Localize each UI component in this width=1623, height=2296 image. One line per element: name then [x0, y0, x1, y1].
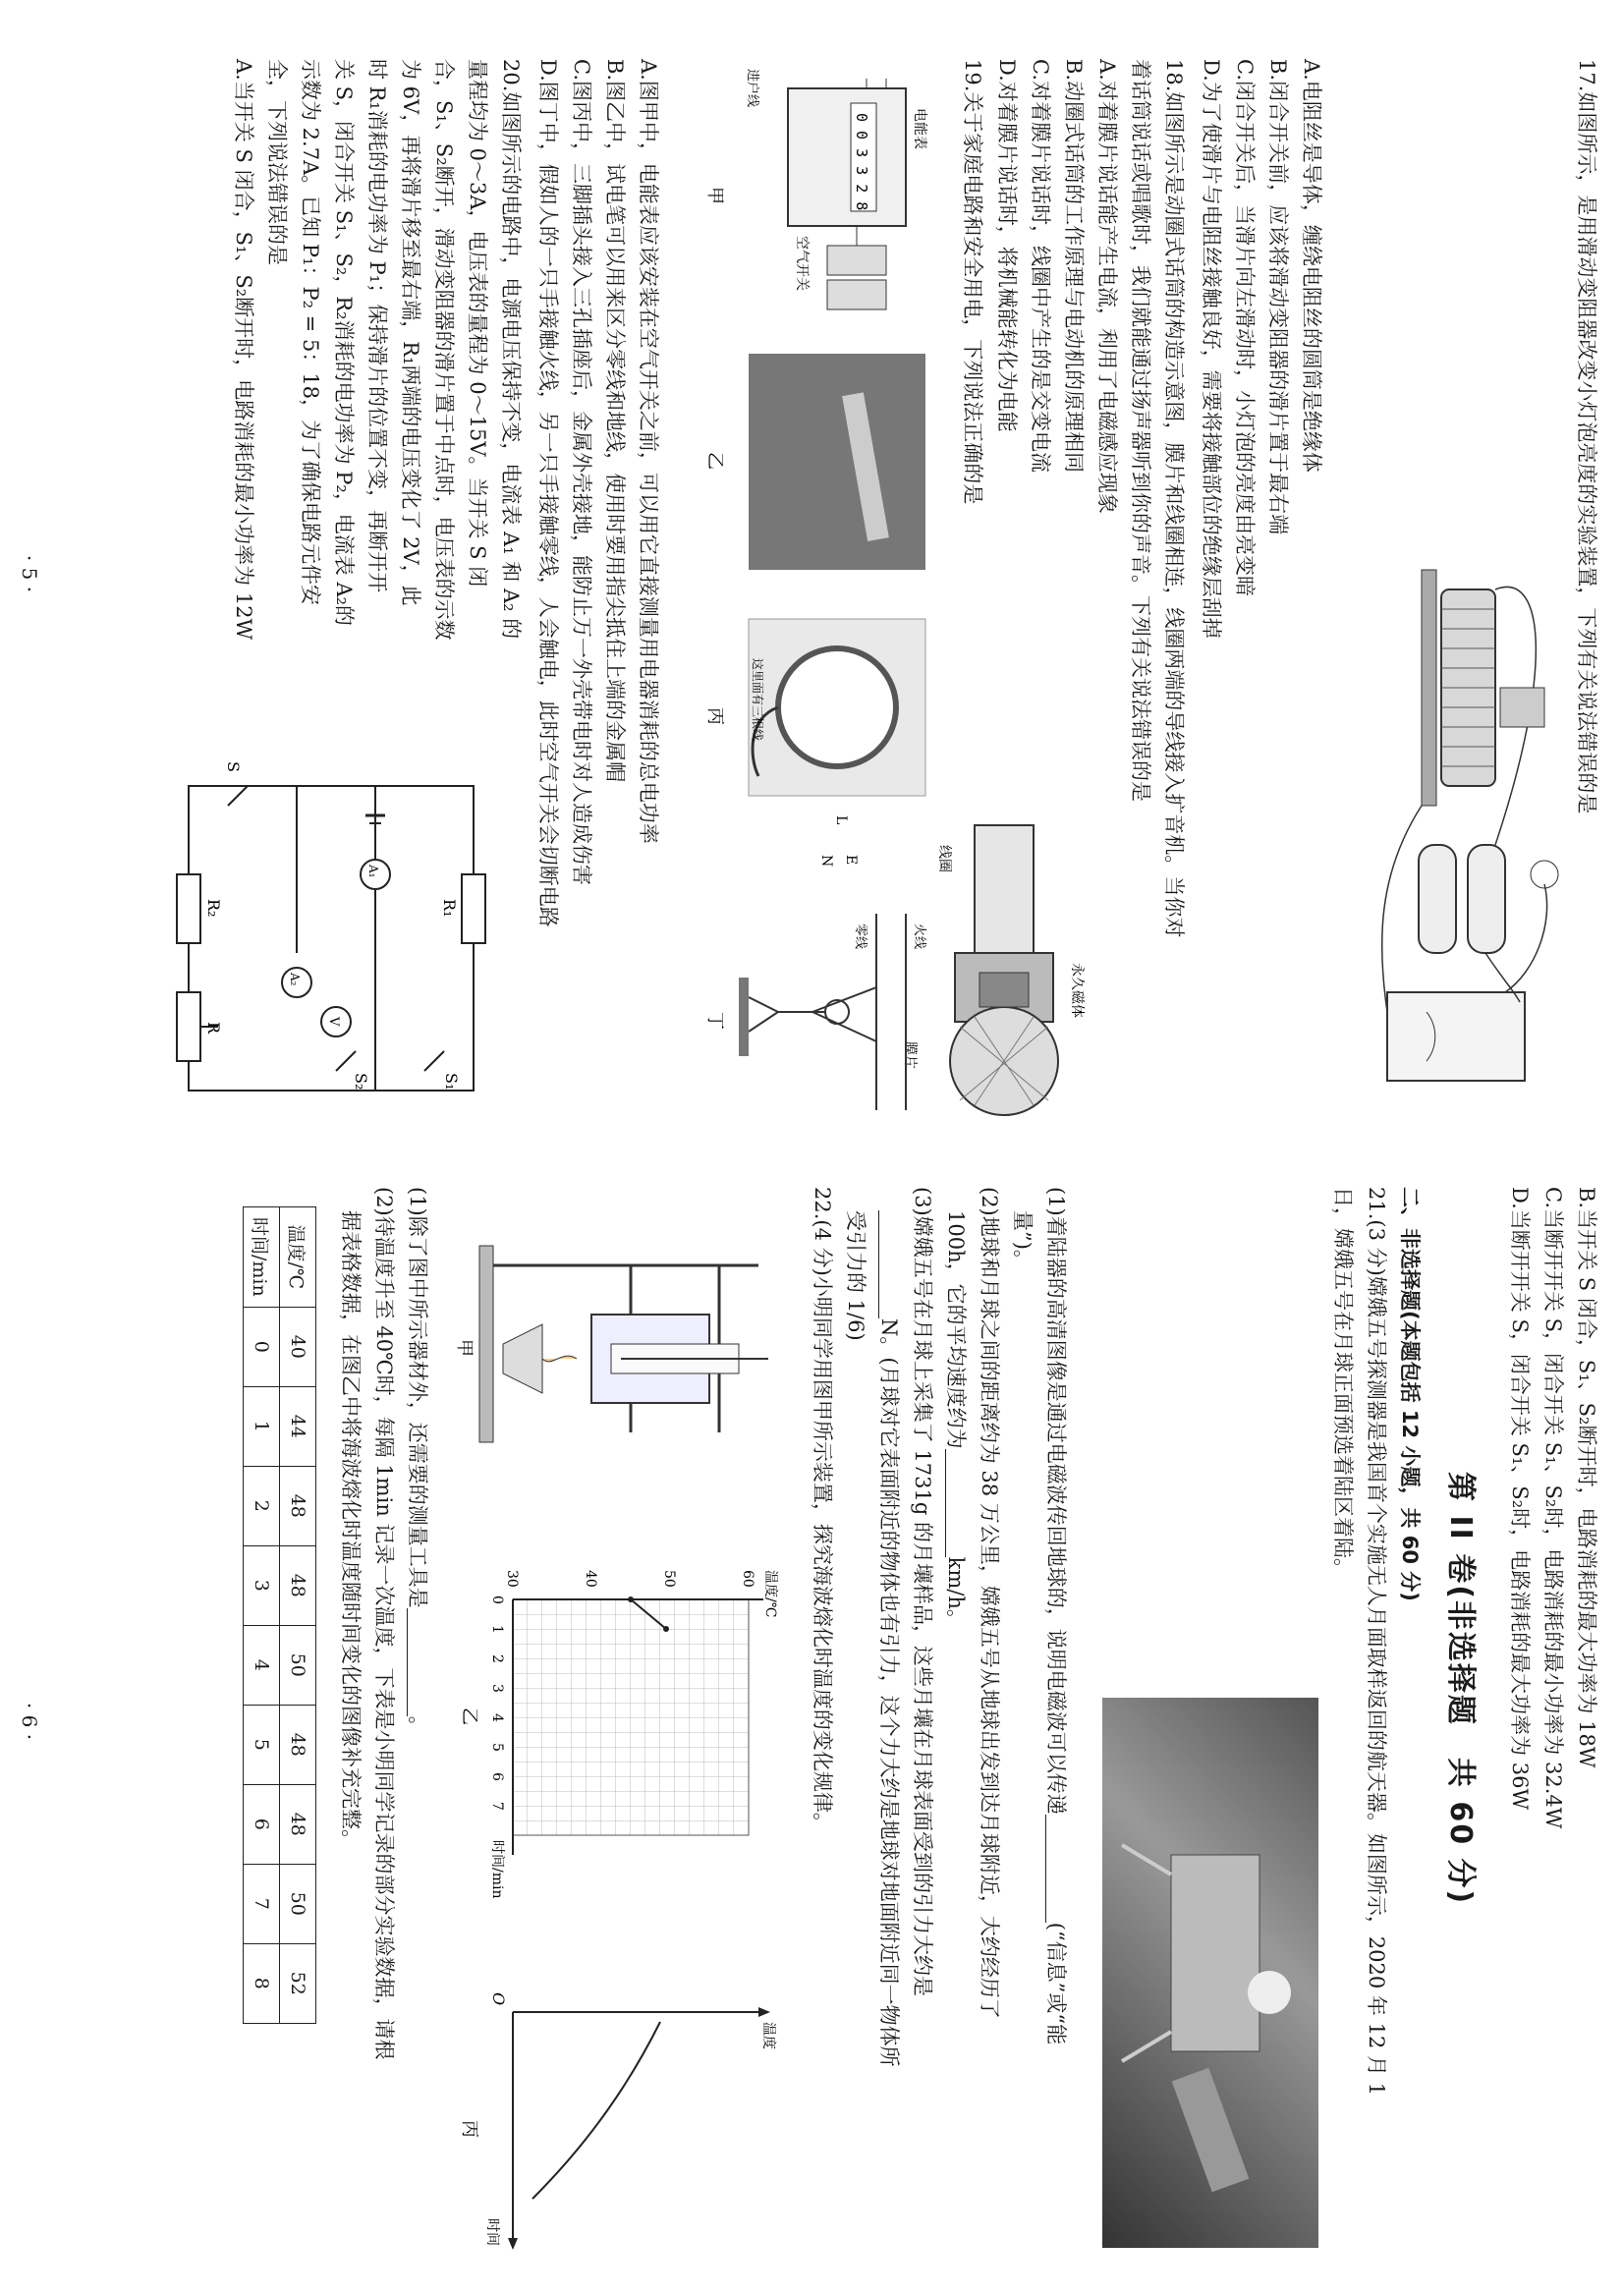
- table-cell: 3: [244, 1545, 280, 1625]
- q19-figures: [690, 69, 945, 1130]
- q22-part2-cont: 据表格数据，在图乙中将海波熔化时温度随时间变化的图像补充完整。: [339, 1210, 363, 1850]
- label-incoming-line: 进户线: [745, 69, 759, 108]
- q20-option-a: A.当开关 S 闭合，S₁、S₂断开时，电路消耗的最小功率为 12W: [232, 59, 255, 641]
- q22-parts: [334, 1187, 434, 2060]
- label-live-wire: 火线: [912, 924, 926, 950]
- q20-line-8: 全，下列说法错误的是: [265, 59, 289, 265]
- q21-part2-unit: km/h。: [944, 1556, 968, 1630]
- table-cell: 5: [244, 1705, 280, 1784]
- label-neutral-wire: 零线: [853, 924, 867, 950]
- graph-x-tick: 3: [489, 1684, 505, 1693]
- label-V: V: [326, 1017, 341, 1027]
- q21-parts: [806, 1187, 1073, 2067]
- question-21: [1326, 1187, 1427, 2096]
- q21-part3-text: (3)嫦娥五号在月球上采集了 1731g 的月壤样品，这些月壤在月球表面受到的引力大约是: [911, 1187, 934, 1996]
- q20-line-1: 20.如图所示的电路中，电源电压保持不变，电流表 A₁ 和 A₂ 的: [499, 59, 523, 640]
- q20-option-b: B.当开关 S 闭合，S₁、S₂断开时，电路消耗的最大功率为 18W: [1575, 1187, 1598, 1768]
- table-cell: 48: [280, 1545, 316, 1625]
- q21-line-1: 21.(3 分)嫦娥五号探测器是我国首个实施无人月面取样返回的航天器。如图所示，2020 年 12 月 1: [1365, 1187, 1388, 2097]
- q18-option-b: B.动圈式话筒的工作原理与电动机的原理相同: [1062, 59, 1086, 474]
- q18-option-c: C.对着膜片说话时，线圈中产生的是交变电流: [1029, 59, 1052, 473]
- q20-line-4: 为 6V，再将滑片移至最右端，R₁两端的电压变化了 2V，此: [399, 59, 422, 606]
- label-coil: 线圈: [936, 845, 952, 872]
- label-N: N: [818, 855, 834, 868]
- table-cell: 2: [244, 1466, 280, 1545]
- table-cell: 52: [280, 1943, 316, 2023]
- q19-stem: 19.关于家庭电路和安全用电，下列说法正确的是: [961, 59, 984, 505]
- question-19: [956, 59, 989, 504]
- label-S1: S₁: [442, 1073, 461, 1091]
- graph-x-tick: 5: [489, 1743, 505, 1752]
- q20-line-2: 量程均为 0～3A，电压表的量程为 0～15V。当开关 S 闭: [466, 59, 489, 588]
- q18-stem-line2: 着话筒说话或唱歌时，我们就能通过扬声器听到你的声音。下列有关说法错误的是: [1129, 59, 1152, 802]
- q22-answer-blank-1[interactable]: [407, 1608, 427, 1716]
- fig-jia-label: 甲: [704, 187, 725, 204]
- q22-fig-yi-label: 乙: [459, 1708, 479, 1725]
- section-heading: 二、非选择题(本题包括 12 小题，共 60 分): [1398, 1187, 1422, 1601]
- lamp: [1531, 861, 1558, 888]
- graph-y-axis-label: 温度/℃: [762, 1570, 778, 1618]
- table-cell: 50: [280, 1864, 316, 1943]
- page-6: [0, 1148, 1623, 2295]
- q18-stem-line1: 18.如图所示是动圈式话筒的构造示意图，膜片和线圈相连，线圈两端的导线接入扩音机。当你对: [1162, 59, 1186, 938]
- q17-apparatus-figure: [1358, 550, 1564, 1100]
- q20-line-7: 示数为 2.7A。已知 P₁：P₂ = 5：18，为了确保电路元件安: [299, 59, 322, 606]
- fig-ding-label: 丁: [704, 1012, 725, 1030]
- page-number-6: · 6 ·: [18, 1702, 41, 1741]
- bing-x-label: 时间: [484, 2218, 500, 2246]
- q22-stem: 22.(4 分)小明同学用图甲所示装置，探究海波熔化时温度的变化规律。: [811, 1187, 834, 1833]
- table-cell: 50: [280, 1625, 316, 1705]
- graph-x-axis-label: 时间/min: [489, 1840, 505, 1899]
- q22-graph-bing: [454, 1963, 778, 2258]
- graph-y-tick: 30: [504, 1570, 520, 1588]
- q20-line-6: 关 S，闭合开关 S₁、S₂，R₂消耗的电功率为 P₂，电流表 A₂的: [332, 59, 356, 627]
- question-20: [227, 59, 528, 641]
- q21-part1-text: (1)着陆器的高清图像是通过电磁波传回地球的，说明电磁波可以传递: [1044, 1187, 1068, 1815]
- q22-fig-bing-label: 丙: [459, 2120, 479, 2138]
- q22-part2-text: (2)待温度升至 40℃时，每隔 1min 记录一次温度，下表是小明同学记录的部分实验数据，请根: [372, 1187, 396, 2060]
- q17-option-c: C.闭合开关后，当滑片向左滑动时，小灯泡的亮度由亮变暗: [1233, 59, 1257, 596]
- page-number-5: · 5 ·: [18, 554, 41, 593]
- resistor-R1: [462, 874, 485, 943]
- label-air-switch: 空气开关: [794, 236, 810, 291]
- q19-options: [532, 59, 665, 927]
- q22-part1-end: 。: [406, 1715, 429, 1737]
- table-row: [244, 1207, 280, 2024]
- bing-curve: [532, 2022, 660, 2199]
- table-cell: 0: [244, 1307, 280, 1386]
- ammeter: [1387, 992, 1525, 1081]
- q19-option-c: C.图丙中，三脚插头接入三孔插座后，金属外壳接地，能防止万一外壳带电时对人造成伤害: [570, 59, 593, 885]
- q17-options: [1195, 59, 1328, 639]
- graph-x-tick: 0: [489, 1596, 505, 1604]
- q17-option-b: B.闭合开关前，应该将滑动变阻器的滑片置于最右端: [1266, 59, 1290, 535]
- q18-option-d: D.对着膜片说话时，将机械能转化为电能: [995, 59, 1019, 432]
- graph-y-tick: 50: [661, 1570, 677, 1588]
- q21-answer-blank-1[interactable]: [1045, 1815, 1066, 1923]
- fig-yi-label: 乙: [704, 452, 725, 470]
- table-cell: 4: [244, 1625, 280, 1705]
- table-cell: 7: [244, 1864, 280, 1943]
- table-cell: 8: [244, 1943, 280, 2023]
- table-cell: 48: [280, 1705, 316, 1784]
- label-L: L: [833, 815, 849, 825]
- label-R1: R₁: [440, 899, 459, 918]
- q21-part1-hint: (“信息”或“能: [1044, 1922, 1068, 2045]
- table-cell: 48: [280, 1466, 316, 1545]
- table-cell: 6: [244, 1784, 280, 1864]
- battery-2: [1419, 845, 1456, 953]
- table-row: [280, 1207, 316, 2024]
- q22-fig-jia-label: 甲: [454, 1339, 475, 1357]
- battery-1: [1468, 845, 1505, 953]
- switch: [1500, 688, 1544, 727]
- bing-origin-label: O: [489, 1992, 508, 2006]
- graph-x-tick: 1: [489, 1625, 505, 1634]
- table-cell: 44: [280, 1386, 316, 1466]
- q20-circuit-diagram: [169, 756, 493, 1120]
- graph-x-tick: 7: [489, 1802, 505, 1811]
- table-head-temperature: 温度/℃: [280, 1207, 316, 1308]
- q19-option-d: D.图丁中，假如人的一只手接触火线，另一只手接触零线，人会触电，此时空气开关会切断电路: [536, 59, 560, 927]
- q21-answer-blank-2[interactable]: [945, 1449, 966, 1557]
- fig-bing-label: 丙: [704, 707, 725, 725]
- q22-data-table: [243, 1206, 316, 2024]
- q22-apparatus-figure: [454, 1206, 778, 1482]
- rheostat-R: [177, 992, 200, 1061]
- q17-stem: 17.如图所示，是用滑动变阻器改变小灯泡亮度的实验装置，下列有关说法错误的是: [1575, 59, 1598, 814]
- electric-meter: [788, 88, 906, 226]
- test-pen-photo: [749, 354, 925, 570]
- question-17: [1570, 59, 1603, 813]
- alcohol-lamp: [503, 1324, 542, 1393]
- label-diaphragm: 膜片: [902, 1041, 918, 1069]
- label-S: S: [224, 761, 243, 772]
- graph-x-tick: 6: [489, 1772, 505, 1781]
- q21-part2-text: (2)地球和月球之间的距离约为 38 万公里，嫦娥五号从地球出发到达月球附近，大约经历了: [978, 1187, 1001, 2019]
- q21-part3-cont: N。(月球对它表面附近的物体也有引力，这个力大约是地球对地面附近同一物体所: [877, 1318, 901, 2067]
- q22-graph-yi: [454, 1540, 778, 1899]
- q21-answer-blank-3[interactable]: [878, 1210, 899, 1318]
- table-head-time: 时间/min: [244, 1207, 280, 1308]
- table-cell: 40: [280, 1307, 316, 1386]
- q21-part3-end: 受引力的 1/6): [844, 1210, 867, 1341]
- graph-x-tick: 4: [489, 1713, 505, 1722]
- label-A2: A₂: [288, 973, 302, 986]
- q21-part1-end: 量”)。: [1011, 1210, 1035, 1270]
- meter-reading: 0 0 3 3 2 8: [853, 113, 870, 211]
- label-R: R: [204, 1022, 223, 1035]
- q20-continued: [1503, 1187, 1603, 1828]
- plug-caption: 这里面有三根线: [751, 658, 764, 742]
- label-S2: S₂: [352, 1073, 370, 1091]
- q18-option-a: A.对着膜片说话能产生电流，利用了电磁感应现象: [1095, 59, 1119, 514]
- graph-y-tick: 40: [583, 1570, 598, 1588]
- resistor-R2: [177, 874, 200, 943]
- q20-option-d: D.当断开开关 S，闭合开关 S₁、S₂时，电路消耗的最大功率为 36W: [1508, 1187, 1532, 1811]
- graph-y-tick: 60: [740, 1570, 756, 1588]
- label-meter: 电能表: [912, 108, 927, 149]
- q20-line-5: 时 R₁消耗的电功率为 P₁；保持滑片的位置不变，再断开开: [365, 59, 389, 593]
- q22-part1-text: (1)除了图中所示器材外，还需要的测量工具是: [406, 1187, 429, 1608]
- table-cell: 48: [280, 1784, 316, 1864]
- label-A1: A₁: [366, 865, 380, 878]
- q17-option-a: A.电阻丝是导体，缠绕电阻丝的圆筒是绝缘体: [1300, 59, 1323, 473]
- q20-line-3: 合，S₁、S₂断开，滑动变阻器的滑片置于中点时，电压表的示数: [432, 59, 456, 641]
- label-E: E: [843, 855, 859, 866]
- label-permanent-magnet: 永久磁体: [1069, 963, 1085, 1018]
- bing-y-label: 温度: [760, 2022, 776, 2049]
- q19-option-b: B.图乙中，试电笔可以用来区分零线和地线，使用时要用指尖抵住上端的金属帽: [603, 59, 627, 783]
- section-title: 第 II 卷(非选择题 共 60 分): [1443, 1472, 1478, 1906]
- q22-data-table-wrap: [243, 1206, 316, 2024]
- label-R2: R₂: [204, 899, 223, 918]
- change5-lander-photo: [1102, 1698, 1318, 2248]
- q17-option-d: D.为了使滑片与电阻丝接触良好，需要将接触部位的绝缘层刮掉: [1200, 59, 1223, 639]
- q20-option-c: C.当断开开关 S，闭合开关 S₁、S₂时，电路消耗的最小功率为 32.4W: [1541, 1187, 1565, 1829]
- table-cell: 1: [244, 1386, 280, 1466]
- q21-part2-cont: 100h，它的平均速度约为: [944, 1210, 968, 1449]
- q19-option-a: A.图甲中，电能表应该安装在空气开关之前，可以用它直接测量用电器消耗的总电功率: [637, 59, 660, 844]
- washing-machine-icon: [778, 648, 896, 766]
- graph-x-tick: 2: [489, 1654, 505, 1663]
- q21-line-2: 日，嫦娥五号在月球正面预选着陆区着陆。: [1331, 1187, 1355, 1579]
